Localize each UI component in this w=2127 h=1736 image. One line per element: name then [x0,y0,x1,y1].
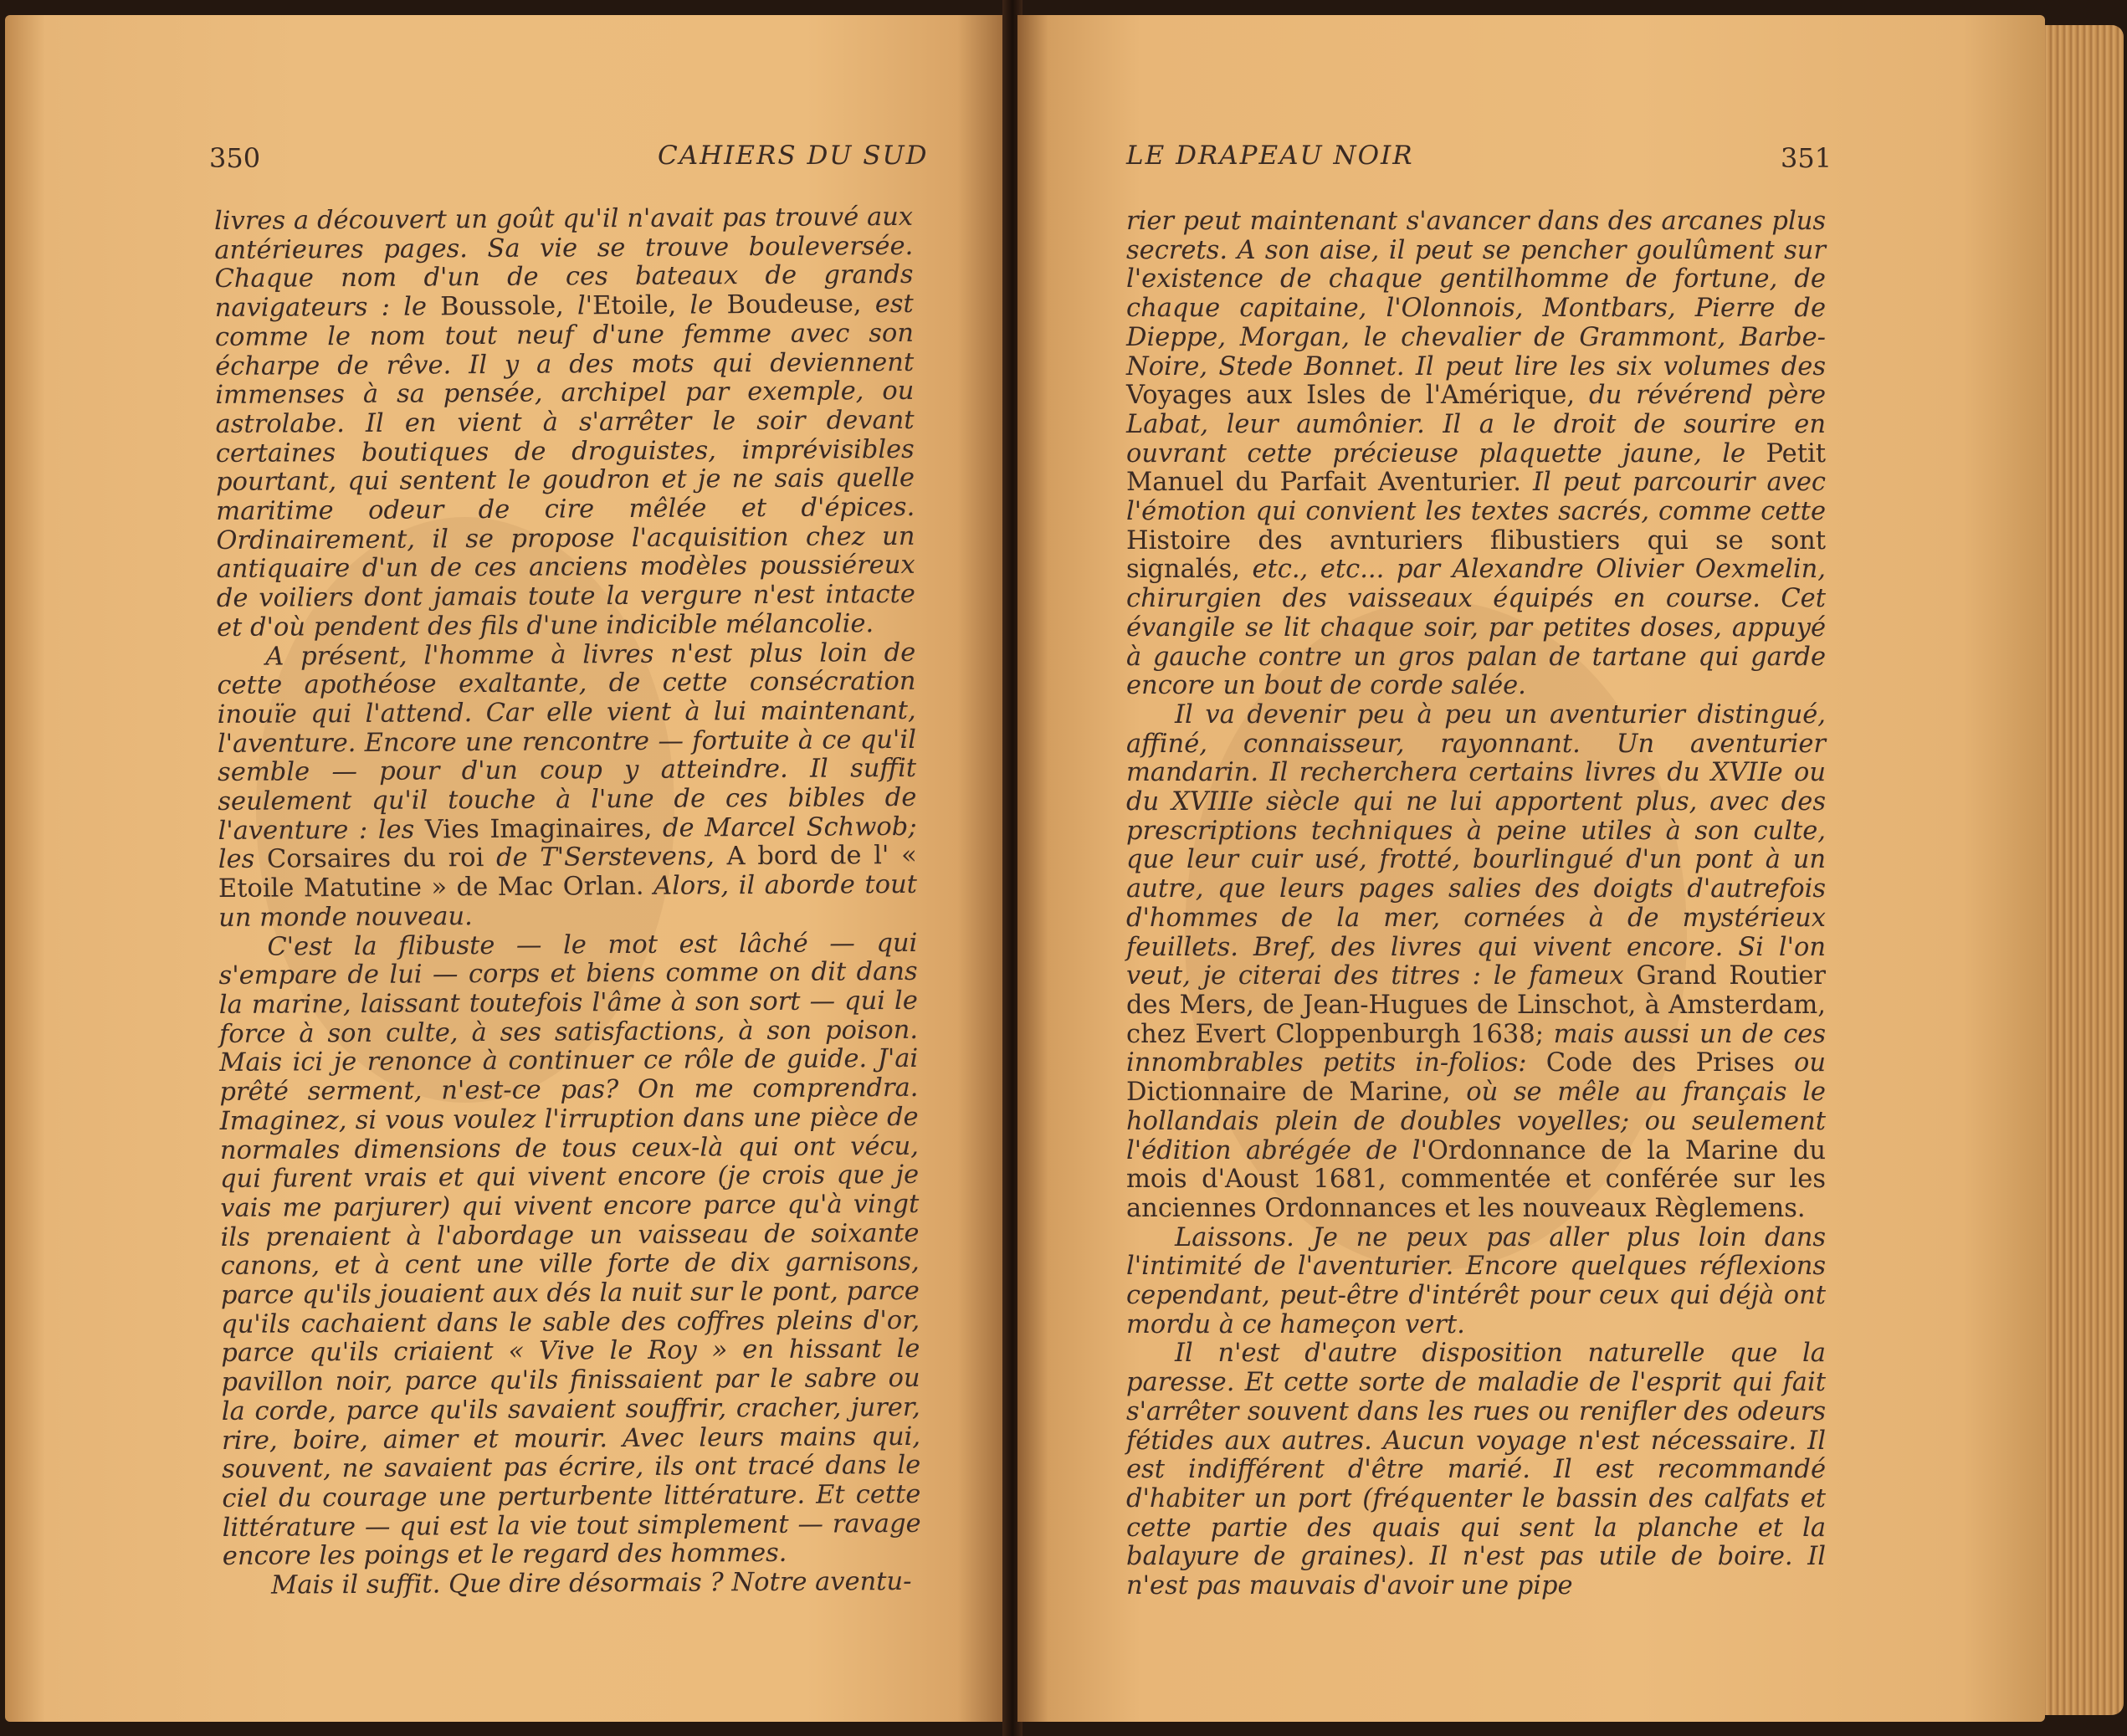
title-span: A bord de l' « Etoile Matutine » de Mac Orlan. [218,841,917,904]
title-span: Corsaires du roi [266,843,497,875]
text-span: A présent, l'homme à livres n'est plus loin de cette apothéose exaltante, de cette consécration inouïe qui l'attend. Car elle vient à lui maintenant, l'aventure. Encore une rencontre — fortuite à ce qu'il semble — pour d'un coup y atteindre. Il suffit seulement qu'il touche à l'une de ces bibles de l'aventure : les [217,638,917,846]
text-span: etc., etc... par Alexandre Olivier Oexmelin, chirurgien des vaisseaux équipés en course. Cet évangile se lit chaque soir, par petites doses, appuyé à gauche contre un gros palan de tartane qui garde encore un bout de corde salée. [1126,555,1826,701]
title-span: Vies Imaginaires, [424,813,664,845]
text-span: le [689,290,727,320]
title-span: Code des Prises [1545,1048,1794,1078]
paragraph [217,638,917,933]
running-head-left: CAHIERS DU SUD [658,141,929,171]
left-page [5,15,1007,1722]
text-span: rier peut maintenant s'avancer dans des arcanes plus secrets. A son aise, il peut se pencher goulûment sur l'existence de chaque gentilhomme de fortune, de chaque capitaine, l'Olonnois, Montbars, Pierre de Dieppe, Morgan, le chevalier de Grammont, Barbe-Noire, Stede Bonnet. Il peut lire les six volumes des [1126,207,1826,382]
text-span: Il n'est d'autre disposition naturelle que la paresse. Et cette sorte de maladie de l'esprit qui fait s'arrêter souvent dans les rues ou renifler des odeurs fétides aux autres. Aucun voyage n'est nécessaire. Il est indifférent d'être marié. Il est recommandé d'habiter un port (fréquenter le bassin des calfats et cette partie des quais qui sent la planche et la balayure de graines). Il n'est pas utile de boire. Il n'est pas mauvais d'avoir une pipe [1126,1339,1826,1601]
page-edges [2040,25,2124,1715]
paragraph [1126,207,1826,701]
paragraph [214,203,915,643]
text-span: du révérend père Labat, leur aumônier. Il a le droit de sourire en ouvrant cette précieuse plaquette jaune, le [1126,381,1826,469]
title-span: Etoile, [592,290,690,321]
title-span: Boussole, [440,291,578,322]
text-span: Laissons. Je ne peux pas aller plus loin dans l'intimité de l'aventurier. Encore quelques réflexions cependant, peut-être d'intérêt pour ceux qui déjà ont mordu à ce hameçon vert. [1126,1222,1826,1339]
title-span: Dictionnaire de Marine, [1126,1078,1467,1108]
text-span: Mais il suffit. Que dire désormais ? Notre aventu- [270,1566,912,1600]
text-span: livres a découvert un goût qu'il n'avait pas trouvé aux antérieures pages. Sa vie se trouve bouleversée. Chaque nom d'un de ces bateaux de grands navigateurs : le [213,202,914,324]
text-span: ou [1794,1048,1827,1078]
text-span: mais aussi un de ces innombrables petits in-folios: [1126,1019,1826,1078]
text-span: où se mêle au français le hollandais plein de doubles voyelles; ou seulement l'édition abrégée de l' [1126,1078,1826,1165]
paragraph [218,929,921,1572]
text-span: Il peut parcourir avec l'émotion qui convient les textes sacrés, comme cette [1126,468,1826,527]
text-span: C'est la flibuste — le mot est lâché — qui s'empare de lui — corps et biens comme on dit dans la marine, laissant toutefois l'âme à son sort — qui le force à son culte, à ses satisfactions, à son poison. Mais ici je renonce à continuer ce rôle de guide. J'ai prêté serment, n'est-ce pas? On me comprendra. Imaginez, si vous voulez l'irruption dans une pièce de normales dimensions de tous ceux-là qui ont vécu, qui furent vrais et qui vivent encore (je crois que je vais me parjurer) qui vivent encore parce qu'à vingt ils prenaient à l'abordage un vaisseau de soixante canons, et à cent une ville forte de dix garnisons, parce qu'ils jouaient aux dés la nuit sur le pont, parce qu'ils cachaient dans le sable des coffres pleins d'or, parce qu'ils criaient « Vive le Roy » en hissant le pavillon noir, parce qu'ils finissaient par le sabre ou la corde, parce qu'ils savaient souffrir, cracher, jurer, rire, boire, aimer et mourir. Avec leurs mains qui, souvent, ne savaient pas écrire, ils ont tracé dans le ciel du courage une perturbente littérature. Et cette littérature — qui est la vie tout simplement — ravage encore les poings et le regard des hommes. [218,928,921,1572]
paragraph [1126,1339,1826,1600]
title-span: Grand Routier des Mers, de Jean-Hugues de Linschot, à Amsterdam, chez Evert Cloppenburgh 1638; [1126,961,1827,1049]
title-span: Ordonnance de la Marine du mois d'Aoust 1681, commentée et conférée sur les anciennes Ordonnances et les nouveaux Règlemens. [1126,1135,1826,1223]
right-page [1017,15,2045,1722]
text-span: de Marcel Schwob; les [218,812,917,875]
title-span: Voyages aux Isles de l'Amérique, [1126,381,1590,411]
paragraph [1126,701,1826,1224]
title-span: Boudeuse, [726,289,875,320]
page-number-right: 351 [1781,142,1832,174]
left-body-text [214,203,921,1601]
running-head-right: LE DRAPEAU NOIR [1126,141,1414,171]
text-span: Il va devenir peu à peu un aventurier distingué, affiné, connaisseur, rayonnant. Un aventurier mandarin. Il recherchera certains livres du XVIIe ou du XVIIIe siècle qui ne lui apportent plus, avec des prescriptions techniques à peine utiles à son culte, que leur cuir usé, frotté, bourlingué d'un pont à un autre, que leurs pages salies des doigts d'autrefois d'hommes de la mer, cornées à de mystérieux feuillets. Bref, des livres qui vivent encore. Si l'on veut, je citerai des titres : le fameux [1126,699,1826,991]
title-span: Histoire des avnturiers flibustiers qui se sont signalés, [1126,525,1826,585]
right-body-text [1126,207,1826,1601]
text-span: Alors, il aborde tout un monde nouveau. [218,870,918,933]
text-span: de T'Serstevens, [495,842,727,873]
text-span: est comme le nom tout neuf d'une femme avec son écharpe de rêve. Il y a des mots qui deviennent immenses à sa pensée, archipel par exemple, ou astrolabe. Il en vient à s'arrêter le soir devant certaines boutiques de droguistes, imprévisibles pourtant, qui sentent le goudron et je ne sais quelle maritime odeur de cire mêlée et d'épices. Ordinairement, il se propose l'acquisition chez un antiquaire d'un de ces anciens modèles poussiéreux de voiliers dont jamais toute la vergure n'est intacte et d'où pendent des fils d'une indicible mélancolie. [214,289,915,643]
page-number-left: 350 [209,142,261,174]
paragraph [1126,1224,1826,1340]
text-span: l' [577,291,593,321]
title-span: Petit Manuel du Parfait Aventurier. [1126,438,1826,498]
paragraph [223,1568,921,1601]
